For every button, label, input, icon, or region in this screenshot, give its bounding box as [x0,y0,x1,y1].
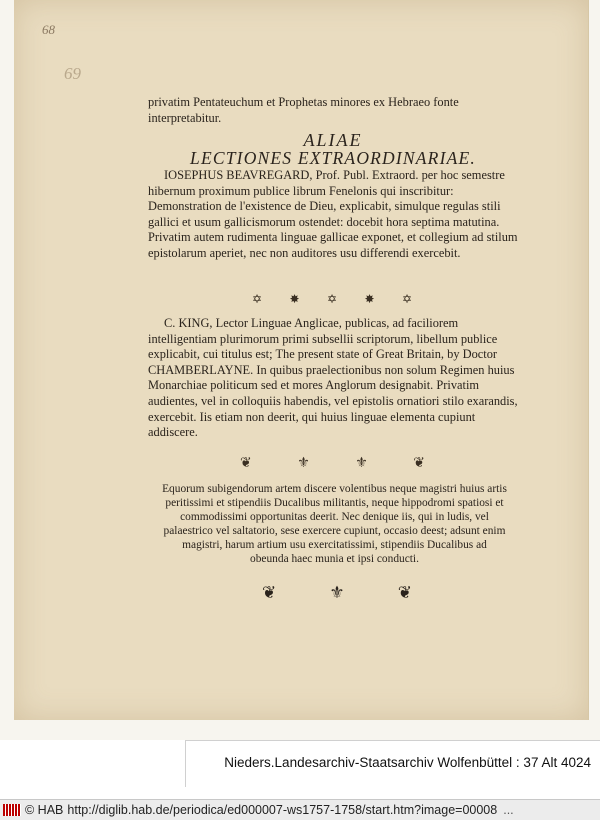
paragraph-king [148,316,518,441]
paragraph-beauregard [148,168,518,262]
barcode-icon [3,804,21,816]
star-ornament: ✸ [289,292,300,306]
archive-caption-box [185,740,600,787]
fleuron-icon: ❦ [397,583,412,602]
source-url-link[interactable]: http://diglib.hab.de/periodica/ed000007-ws1757-1758/start.htm?image=00008 [67,803,498,817]
star-ornament: ✡ [326,292,338,306]
star-ornament: ✡ [401,292,412,306]
paragraph-king-text: C. KING, Lector Linguae Anglicae, publicas, ad faciliorem intelligentiam plurimorum primi subsellii scriptorum, libellum publice explicabit, cui titulus est; The present state of Great Britain, by Doctor CHAMBERLAYNE. In quibus praelectionibus non solum Regimen huius Monarchiae politicum sed et mores Anglorum designabit. Privatim audientes, vel in colloquiis habendis, vel epistolis ornatiori stilo exarandis, exercebit. Iis etiam non deerit, qui huius linguae elementa cupiunt addiscere. [148,316,518,440]
footer-bar [0,799,600,820]
handwritten-page-note: 68 [42,22,55,37]
fleuron-ornament-row [240,455,425,472]
star-ornament-row [252,292,412,307]
fleur-de-lis-icon: ⚜ [355,456,368,471]
fleur-de-lis-icon: ⚜ [297,456,310,471]
paragraph-intro-text: privatim Pentateuchum et Prophetas minores ex Hebraeo fonte interpretabitur. [148,95,459,125]
star-ornament: ✡ [252,292,263,306]
paragraph-equorum [162,482,507,567]
fleuron-icon: ❦ [240,456,252,471]
faint-page-number: 69 [64,64,81,83]
section-heading-lectiones: LECTIONES EXTRAORDINARIAE. [190,148,476,168]
archive-caption: Nieders.Landesarchiv-Staatsarchiv Wolfenbüttel : 37 Alt 4024 [224,755,591,770]
fleuron-icon: ❦ [262,583,277,602]
bottom-ornament-row [262,583,412,603]
section-heading-aliae: ALIAE [303,130,363,150]
paragraph-beauregard-text: IOSEPHUS BEAVREGARD, Prof. Publ. Extraord. per hoc semestre hibernum proximum publice librum Fenelonis qui inscribitur: Demonstration de l'existence de Dieu, explicabit, simulque regulas stili gallici et usum gallicismorum ostendet: docebit hora septima matutina. Privatim autem rudimenta linguae gallicae exponet, et collegium ad stilum epistolarum aperiet, nec non auditores usu differendi exercebit. [148,168,518,260]
star-ornament: ✸ [364,292,375,306]
more-ellipsis[interactable]: ... [503,803,514,817]
fleuron-icon: ❦ [413,456,425,471]
copyright-text: © HAB [25,803,64,817]
paragraph-intro [148,95,518,126]
fleur-de-lis-icon: ⚜ [329,583,345,602]
paragraph-equorum-text: Equorum subigendorum artem discere volentibus neque magistri huius artis peritissimi et stipendiis Ducalibus militantis, neque hippodromi spatiosi et commodissimi opportunitas deerit. Nec denique iis, qui in ludis, vel palaestrico vel saltatorio, sese exercere cupiunt, occasio deest; adsunt enim magistri, harum artium usu exercitatissimi, stipendiis Ducalibus ad obeunda haec munia et ipsi conducti. [162,483,507,566]
